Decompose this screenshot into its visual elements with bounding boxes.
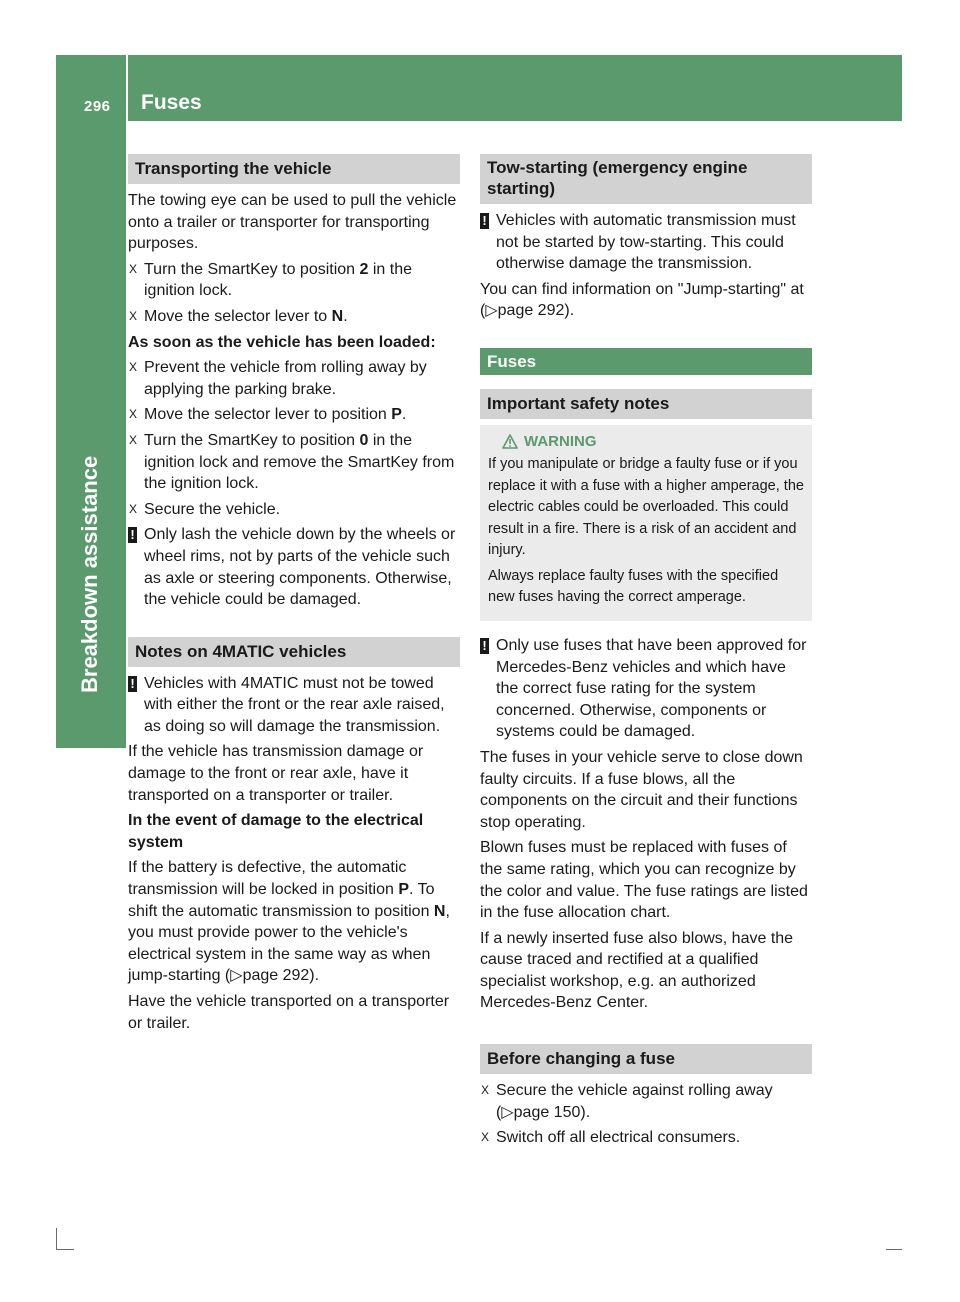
caution-note: ! Only lash the vehicle down by the wheels or wheel rims, not by parts of the vehicle such as axle or steering components. Otherwise, the vehicle could be damaged.: [128, 524, 460, 610]
instruction-step: X Secure the vehicle against rolling away (▷page 150).: [481, 1082, 773, 1121]
caution-note: ! Vehicles with 4MATIC must not be towed with either the front or the rear axle raised, as doing so will damage the transmission.: [128, 673, 460, 738]
section-band-fuses: Fuses: [480, 348, 812, 375]
section-heading-before-changing: Before changing a fuse: [480, 1044, 812, 1074]
left-column: [128, 154, 460, 1038]
instruction-step: X Secure the vehicle.: [128, 499, 460, 521]
paragraph: The towing eye can be used to pull the vehicle onto a trailer or transporter for transporting purposes.: [128, 192, 457, 253]
right-column: [480, 154, 812, 1153]
step-marker-icon: X: [129, 407, 138, 422]
instruction-step: X Turn the SmartKey to position 2 in the ignition lock.: [129, 260, 413, 300]
exclamation-icon: !: [480, 213, 489, 229]
exclamation-icon: !: [480, 638, 489, 654]
step-marker-icon: X: [129, 501, 138, 516]
paragraph: If a newly inserted fuse also blows, have the cause traced and rectified at a qualified specialist workshop, e.g. an authorized Mercedes-Benz Center.: [480, 929, 794, 1012]
step-marker-icon: X: [129, 360, 138, 375]
warning-box: [480, 425, 812, 621]
step-marker-icon: X: [481, 1130, 490, 1145]
step-marker-icon: X: [129, 261, 138, 276]
paragraph: Have the vehicle transported on a transporter or trailer.: [128, 993, 450, 1032]
paragraph: Blown fuses must be replaced with fuses of the same rating, which you can recognize by the color and value. The fuse ratings are listed in the fuse allocation chart.: [480, 839, 808, 922]
section-heading-safety: Important safety notes: [480, 389, 812, 419]
crop-mark: [56, 1228, 57, 1250]
paragraph: You can find information on "Jump-starting" at (▷page 292).: [480, 280, 804, 320]
instruction-step: X Prevent the vehicle from rolling away by applying the parking brake.: [129, 359, 427, 398]
page-ref-arrow-icon: ▷: [485, 302, 498, 320]
warning-title: WARNING: [488, 431, 804, 453]
crop-mark: [56, 1249, 74, 1250]
paragraph: If the vehicle has transmission damage or damage to the front or rear axle, have it transported on a transporter or trailer.: [128, 743, 424, 804]
subheading-loaded: As soon as the vehicle has been loaded:: [128, 333, 436, 351]
page-number: 296: [84, 98, 111, 115]
instruction-step: X Move the selector lever to position P.: [128, 404, 460, 426]
section-heading-transporting: Transporting the vehicle: [128, 154, 460, 184]
section-heading-4matic: Notes on 4MATIC vehicles: [128, 637, 460, 667]
subheading-electrical: In the event of damage to the electrical system: [128, 812, 424, 851]
page-title: Fuses: [141, 91, 202, 114]
paragraph: If the battery is defective, the automatic transmission will be locked in position P. To shift the automatic transmission to position N, you must provide power to the vehicle's electrical system in the same way as when jump-starting (▷page 292).: [128, 859, 450, 985]
crop-mark: [886, 1249, 902, 1250]
exclamation-icon: !: [128, 676, 137, 692]
warning-triangle-icon: [502, 434, 518, 449]
step-marker-icon: X: [129, 308, 138, 323]
step-marker-icon: X: [481, 1083, 490, 1098]
caution-note: ! Only use fuses that have been approved for Mercedes-Benz vehicles and which have the correct fuse rating for the system concerned. Otherwise, components or systems could be damaged.: [480, 635, 812, 743]
exclamation-icon: !: [128, 527, 137, 543]
instruction-step: X Turn the SmartKey to position 0 in the ignition lock and remove the SmartKey from the ignition lock.: [129, 431, 455, 493]
side-tab-label: Breakdown assistance: [77, 455, 102, 693]
section-heading-tow-starting: Tow-starting (emergency engine starting): [480, 154, 812, 204]
caution-note: ! Vehicles with automatic transmission must not be started by tow-starting. This could otherwise damage the transmission.: [480, 210, 812, 275]
step-marker-icon: X: [129, 432, 138, 447]
page-ref-arrow-icon: ▷: [230, 967, 243, 985]
warning-text: If you manipulate or bridge a faulty fuse or if you replace it with a fuse with a higher amperage, the electric cables could be overloaded. This could result in a fire. There is a risk of an accident and injury.: [488, 456, 804, 559]
page-ref-arrow-icon: ▷: [501, 1103, 514, 1121]
paragraph: The fuses in your vehicle serve to close down faulty circuits. If a fuse blows, all the components on the circuit and their functions stop operating.: [480, 748, 803, 831]
instruction-step: X Move the selector lever to N.: [128, 306, 460, 328]
instruction-step: X Switch off all electrical consumers.: [480, 1127, 812, 1149]
header-divider: [126, 55, 128, 121]
warning-text: Always replace faulty fuses with the specified new fuses having the correct amperage.: [488, 567, 779, 606]
